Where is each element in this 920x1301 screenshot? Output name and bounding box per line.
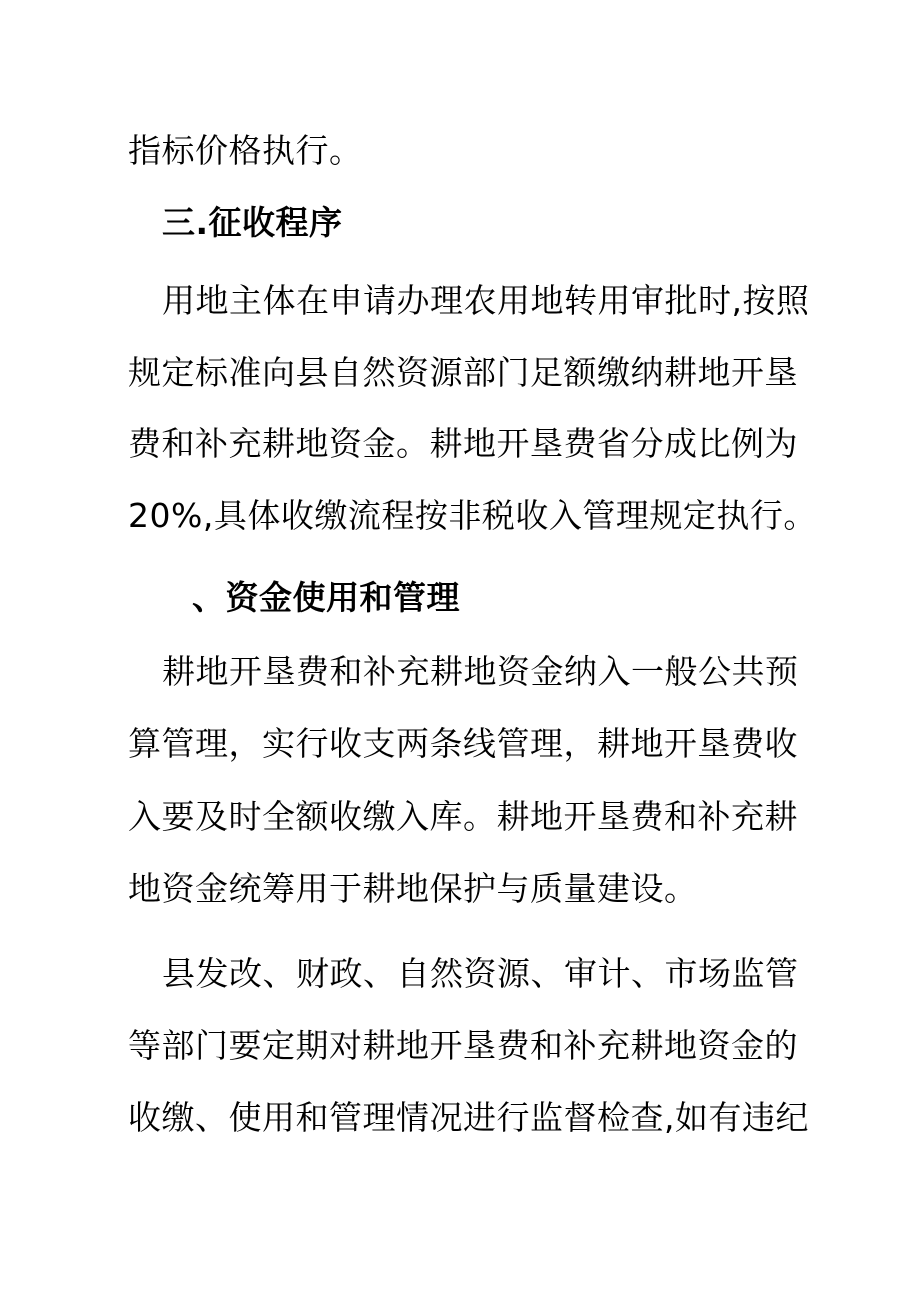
- paragraph-line: 耕地开垦费和补充耕地资金纳入一般公共预: [162, 652, 799, 691]
- paragraph-line: 规定标准向县自然资源部门足额缴纳耕地开垦: [128, 353, 798, 392]
- paragraph-line: 县发改、财政、自然资源、审计、市场监管: [162, 954, 799, 993]
- paragraph-line: 入要及时全额收缴入库。耕地开垦费和补充耕: [128, 797, 798, 836]
- section-heading-fund-use-and-management: 、资金使用和管理: [192, 578, 460, 617]
- paragraph-line: 收缴、使用和管理情况进行监督检查,如有违纪: [128, 1098, 809, 1137]
- paragraph-line: 费和补充耕地资金。耕地开垦费省分成比例为: [128, 424, 798, 463]
- paragraph-line: 算管理，实行收支两条线管理，耕地开垦费收: [128, 724, 798, 763]
- paragraph-line: 用地主体在申请办理农用地转用审批时,按照: [162, 281, 810, 320]
- paragraph-line: 20%,具体收缴流程按非税收入管理规定执行。: [128, 496, 817, 535]
- section-heading-collection-procedure: 三.征收程序: [162, 203, 343, 242]
- paragraph-line: 指标价格执行。: [128, 131, 363, 170]
- paragraph-line: 地资金统筹用于耕地保护与质量建设。: [128, 869, 698, 908]
- paragraph-line: 等部门要定期对耕地开垦费和补充耕地资金的: [128, 1026, 798, 1065]
